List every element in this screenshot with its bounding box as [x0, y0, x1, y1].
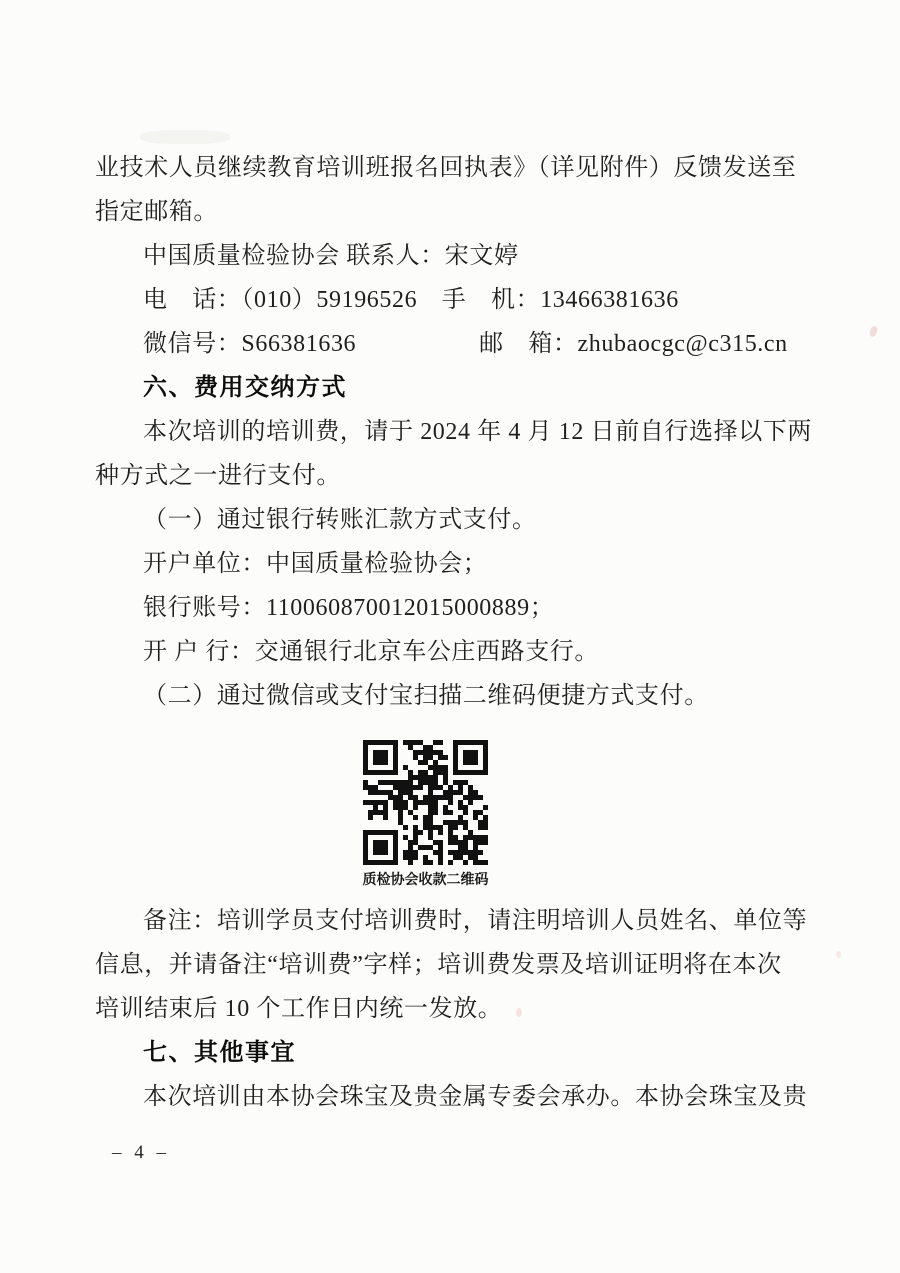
section6-para1-line1: 本次培训的培训费，请于 2024 年 4 月 12 日前自行选择以下两	[143, 419, 812, 445]
section7-para-line1: 本次培训由本协会珠宝及贵金属专委会承办。本协会珠宝及贵	[143, 1084, 808, 1110]
intro-line-2: 指定邮箱。	[95, 199, 218, 225]
payment-method2-line: （二）通过微信或支付宝扫描二维码便捷方式支付。	[143, 683, 709, 709]
document-body	[95, 146, 815, 1119]
note-line-3: 培训结束后 10 个工作日内统一发放。	[95, 996, 503, 1022]
note-line-1: 备注：培训学员支付培训费时，请注明培训人员姓名、单位等	[143, 908, 808, 934]
qr-caption: 质检协会收款二维码	[362, 871, 489, 887]
section6-para1-line2: 种方式之一进行支付。	[95, 463, 341, 489]
qr-block	[363, 740, 488, 891]
note-line-2: 信息，并请备注“培训费”字样；培训费发票及培训证明将在本次	[95, 952, 782, 978]
account-number-line: 银行账号：110060870012015000889；	[143, 595, 555, 621]
contact-org-line: 中国质量检验协会 联系人：宋文婷	[143, 243, 519, 269]
section6-heading: 六、费用交纳方式	[143, 374, 347, 401]
note-group	[95, 899, 815, 1119]
scan-artifact	[836, 951, 841, 958]
contact-wechat-email-line: 微信号：S66381636 邮 箱：zhubaocgc@c315.cn	[143, 331, 788, 357]
bank-branch-line: 开 户 行：交通银行北京车公庄西路支行。	[143, 639, 599, 665]
scan-artifact	[868, 325, 878, 338]
payment-method1-line: （一）通过银行转账汇款方式支付。	[143, 507, 537, 533]
scan-artifact	[140, 130, 230, 144]
intro-line-1: 业技术人员继续教育培训班报名回执表》（详见附件）反馈发送至	[95, 155, 797, 181]
page-number: – 4 –	[112, 1142, 170, 1163]
qr-code	[363, 740, 488, 865]
contact-phone-line: 电 话：（010）59196526 手 机：13466381636	[143, 287, 679, 313]
account-name-line: 开户单位：中国质量检验协会；	[143, 551, 488, 577]
section7-heading: 七、其他事宜	[143, 1039, 296, 1066]
